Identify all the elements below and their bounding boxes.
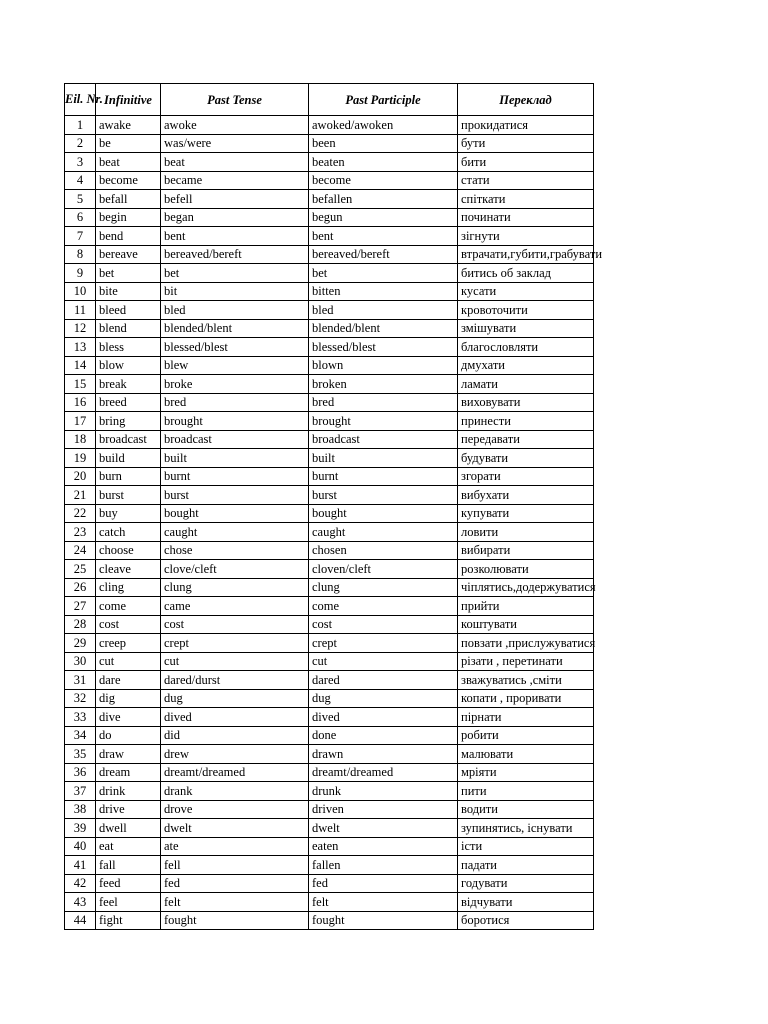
past-participle-cell: bent [309,227,458,246]
row-number: 18 [65,430,96,449]
table-row [65,893,594,912]
row-number: 4 [65,171,96,190]
infinitive-cell: befall [96,190,161,209]
infinitive-cell: dig [96,689,161,708]
infinitive-cell: dive [96,708,161,727]
table-row [65,541,594,560]
past-participle-cell: bled [309,301,458,320]
infinitive-cell: burst [96,486,161,505]
row-number: 2 [65,134,96,153]
past-tense-cell: fought [161,911,309,930]
table-row [65,467,594,486]
row-number: 28 [65,615,96,634]
past-tense-cell: cut [161,652,309,671]
row-number: 41 [65,856,96,875]
header-infinitive: Infinitive [96,84,161,116]
table-row [65,874,594,893]
past-participle-cell: come [309,597,458,616]
past-tense-cell: dared/durst [161,671,309,690]
past-participle-cell: fallen [309,856,458,875]
row-number: 12 [65,319,96,338]
past-tense-cell: dived [161,708,309,727]
translation-cell: зупинятись, існувати [458,819,594,838]
row-number: 30 [65,652,96,671]
translation-cell: різати , перетинати [458,652,594,671]
row-number: 26 [65,578,96,597]
row-number: 16 [65,393,96,412]
past-participle-cell: bet [309,264,458,283]
row-number: 13 [65,338,96,357]
past-participle-cell: bought [309,504,458,523]
table-row [65,652,594,671]
translation-cell: змішувати [458,319,594,338]
translation-cell: починати [458,208,594,227]
past-participle-cell: driven [309,800,458,819]
table-row [65,393,594,412]
past-tense-cell: clung [161,578,309,597]
past-tense-cell: fed [161,874,309,893]
infinitive-cell: break [96,375,161,394]
past-tense-cell: bought [161,504,309,523]
translation-cell: передавати [458,430,594,449]
past-tense-cell: came [161,597,309,616]
translation-cell: копати , проривати [458,689,594,708]
infinitive-cell: drive [96,800,161,819]
table-row [65,671,594,690]
table-row [65,597,594,616]
table-row [65,523,594,542]
infinitive-cell: bite [96,282,161,301]
translation-cell: спіткати [458,190,594,209]
past-participle-cell: blown [309,356,458,375]
infinitive-cell: burn [96,467,161,486]
past-participle-cell: bred [309,393,458,412]
translation-cell: вибирати [458,541,594,560]
row-number: 29 [65,634,96,653]
translation-cell: битись об заклад [458,264,594,283]
infinitive-cell: dwell [96,819,161,838]
past-participle-cell: become [309,171,458,190]
past-participle-cell: drawn [309,745,458,764]
infinitive-cell: breed [96,393,161,412]
row-number: 9 [65,264,96,283]
past-tense-cell: awoke [161,116,309,135]
translation-cell: чіплятись,додержуватися [458,578,594,597]
past-participle-cell: dreamt/dreamed [309,763,458,782]
past-participle-cell: burst [309,486,458,505]
translation-cell: дмухати [458,356,594,375]
table-row [65,819,594,838]
past-tense-cell: blessed/blest [161,338,309,357]
translation-cell: відчувати [458,893,594,912]
row-number: 19 [65,449,96,468]
infinitive-cell: draw [96,745,161,764]
past-participle-cell: dared [309,671,458,690]
infinitive-cell: cleave [96,560,161,579]
translation-cell: благословляти [458,338,594,357]
past-tense-cell: burnt [161,467,309,486]
row-number: 43 [65,893,96,912]
past-tense-cell: blended/blent [161,319,309,338]
row-number: 33 [65,708,96,727]
row-number: 10 [65,282,96,301]
row-number: 42 [65,874,96,893]
infinitive-cell: creep [96,634,161,653]
table-row [65,578,594,597]
table-row [65,800,594,819]
past-participle-cell: done [309,726,458,745]
infinitive-cell: blend [96,319,161,338]
past-tense-cell: bred [161,393,309,412]
past-participle-cell: dug [309,689,458,708]
header-row [65,84,594,116]
past-participle-cell: drunk [309,782,458,801]
table-row [65,837,594,856]
past-tense-cell: dwelt [161,819,309,838]
row-number: 8 [65,245,96,264]
past-tense-cell: brought [161,412,309,431]
past-participle-cell: blended/blent [309,319,458,338]
past-tense-cell: bit [161,282,309,301]
past-tense-cell: began [161,208,309,227]
past-participle-cell: crept [309,634,458,653]
translation-cell: прийти [458,597,594,616]
translation-cell: ловити [458,523,594,542]
table-row [65,171,594,190]
table-row [65,726,594,745]
translation-cell: падати [458,856,594,875]
infinitive-cell: come [96,597,161,616]
table-row [65,615,594,634]
infinitive-cell: become [96,171,161,190]
past-tense-cell: beat [161,153,309,172]
past-tense-cell: clove/cleft [161,560,309,579]
row-number: 15 [65,375,96,394]
table-row [65,689,594,708]
infinitive-cell: catch [96,523,161,542]
table-row [65,745,594,764]
past-tense-cell: drew [161,745,309,764]
past-participle-cell: begun [309,208,458,227]
past-tense-cell: blew [161,356,309,375]
infinitive-cell: be [96,134,161,153]
past-tense-cell: crept [161,634,309,653]
table-row [65,301,594,320]
table-row [65,856,594,875]
translation-cell: бити [458,153,594,172]
translation-cell: згорати [458,467,594,486]
translation-cell: розколювати [458,560,594,579]
table-row [65,486,594,505]
past-tense-cell: befell [161,190,309,209]
past-participle-cell: felt [309,893,458,912]
past-tense-cell: cost [161,615,309,634]
translation-cell: будувати [458,449,594,468]
infinitive-cell: feed [96,874,161,893]
translation-cell: принести [458,412,594,431]
infinitive-cell: blow [96,356,161,375]
infinitive-cell: do [96,726,161,745]
table-row [65,116,594,135]
past-participle-cell: broadcast [309,430,458,449]
table-row [65,375,594,394]
infinitive-cell: awake [96,116,161,135]
table-row [65,430,594,449]
infinitive-cell: choose [96,541,161,560]
table-row [65,134,594,153]
past-participle-cell: fought [309,911,458,930]
irregular-verbs-table [64,83,603,930]
past-participle-cell: cut [309,652,458,671]
header-past-participle: Past Participle [309,84,458,116]
row-number: 39 [65,819,96,838]
row-number: 5 [65,190,96,209]
past-tense-cell: drove [161,800,309,819]
translation-cell: робити [458,726,594,745]
row-number: 22 [65,504,96,523]
infinitive-cell: fight [96,911,161,930]
table-row [65,208,594,227]
table-row [65,227,594,246]
past-participle-cell: fed [309,874,458,893]
translation-cell: водити [458,800,594,819]
past-tense-cell: bet [161,264,309,283]
past-tense-cell: broadcast [161,430,309,449]
header-nr: Eil. Nr. [65,84,96,116]
row-number: 25 [65,560,96,579]
row-number: 44 [65,911,96,930]
row-number: 6 [65,208,96,227]
infinitive-cell: build [96,449,161,468]
past-tense-cell: drank [161,782,309,801]
past-participle-cell: bereaved/bereft [309,245,458,264]
table-row [65,763,594,782]
past-tense-cell: chose [161,541,309,560]
past-participle-cell: burnt [309,467,458,486]
translation-cell: стати [458,171,594,190]
infinitive-cell: drink [96,782,161,801]
translation-cell: пити [458,782,594,801]
header-translation: Переклад [458,84,594,116]
translation-cell: коштувати [458,615,594,634]
table-row [65,782,594,801]
infinitive-cell: cost [96,615,161,634]
past-tense-cell: fell [161,856,309,875]
infinitive-cell: eat [96,837,161,856]
past-tense-cell: bent [161,227,309,246]
row-number: 38 [65,800,96,819]
past-tense-cell: dug [161,689,309,708]
past-tense-cell: bled [161,301,309,320]
past-tense-cell: built [161,449,309,468]
table-row [65,190,594,209]
translation-cell: бути [458,134,594,153]
row-number: 23 [65,523,96,542]
infinitive-cell: dare [96,671,161,690]
row-number: 17 [65,412,96,431]
past-participle-cell: brought [309,412,458,431]
past-tense-cell: broke [161,375,309,394]
row-number: 21 [65,486,96,505]
infinitive-cell: fall [96,856,161,875]
translation-cell: виховувати [458,393,594,412]
infinitive-cell: dream [96,763,161,782]
row-number: 24 [65,541,96,560]
table-row [65,282,594,301]
translation-cell: годувати [458,874,594,893]
translation-cell: зігнути [458,227,594,246]
past-tense-cell: bereaved/bereft [161,245,309,264]
past-participle-cell: bitten [309,282,458,301]
past-tense-cell: dreamt/dreamed [161,763,309,782]
row-number: 40 [65,837,96,856]
past-participle-cell: built [309,449,458,468]
table-row [65,634,594,653]
row-number: 7 [65,227,96,246]
past-tense-cell: ate [161,837,309,856]
table-row [65,708,594,727]
row-number: 31 [65,671,96,690]
translation-cell: купувати [458,504,594,523]
past-tense-cell: did [161,726,309,745]
translation-cell: мріяти [458,763,594,782]
infinitive-cell: bet [96,264,161,283]
translation-cell: ламати [458,375,594,394]
translation-cell: вибухати [458,486,594,505]
row-number: 32 [65,689,96,708]
table-row [65,245,594,264]
past-participle-cell: eaten [309,837,458,856]
past-participle-cell: caught [309,523,458,542]
translation-cell: кусати [458,282,594,301]
row-number: 20 [65,467,96,486]
row-number: 1 [65,116,96,135]
translation-cell: пірнати [458,708,594,727]
translation-cell: істи [458,837,594,856]
past-tense-cell: burst [161,486,309,505]
table-row [65,412,594,431]
infinitive-cell: cut [96,652,161,671]
table-row [65,560,594,579]
infinitive-cell: feel [96,893,161,912]
infinitive-cell: bring [96,412,161,431]
translation-cell: повзати ,прислужуватися [458,634,594,653]
translation-cell: зважуватись ,сміти [458,671,594,690]
past-participle-cell: beaten [309,153,458,172]
row-number: 14 [65,356,96,375]
table-body [65,116,603,930]
table-row [65,319,594,338]
past-tense-cell: became [161,171,309,190]
past-participle-cell: dwelt [309,819,458,838]
table-row [65,504,594,523]
past-participle-cell: been [309,134,458,153]
past-participle-cell: cloven/cleft [309,560,458,579]
infinitive-cell: bend [96,227,161,246]
past-tense-cell: felt [161,893,309,912]
past-participle-cell: clung [309,578,458,597]
translation-cell: кровоточити [458,301,594,320]
infinitive-cell: broadcast [96,430,161,449]
past-participle-cell: chosen [309,541,458,560]
past-participle-cell: broken [309,375,458,394]
row-number: 3 [65,153,96,172]
table-header [65,84,594,116]
table-row [65,153,594,172]
past-tense-cell: caught [161,523,309,542]
infinitive-cell: bereave [96,245,161,264]
infinitive-cell: bless [96,338,161,357]
table-row [65,449,594,468]
translation-cell: малювати [458,745,594,764]
past-participle-cell: cost [309,615,458,634]
translation-cell: прокидатися [458,116,594,135]
row-number: 37 [65,782,96,801]
past-participle-cell: dived [309,708,458,727]
table-row [65,356,594,375]
infinitive-cell: buy [96,504,161,523]
table-row [65,338,594,357]
past-participle-cell: awoked/awoken [309,116,458,135]
infinitive-cell: bleed [96,301,161,320]
row-number: 11 [65,301,96,320]
infinitive-cell: begin [96,208,161,227]
header-past-tense: Past Tense [161,84,309,116]
past-participle-cell: befallen [309,190,458,209]
translation-cell: боротися [458,911,594,930]
row-number: 35 [65,745,96,764]
infinitive-cell: cling [96,578,161,597]
past-tense-cell: was/were [161,134,309,153]
row-number: 34 [65,726,96,745]
past-participle-cell: blessed/blest [309,338,458,357]
table-row [65,911,594,930]
row-number: 36 [65,763,96,782]
table-row [65,264,594,283]
translation-cell: втрачати,губити,грабувати [458,245,594,264]
row-number: 27 [65,597,96,616]
infinitive-cell: beat [96,153,161,172]
